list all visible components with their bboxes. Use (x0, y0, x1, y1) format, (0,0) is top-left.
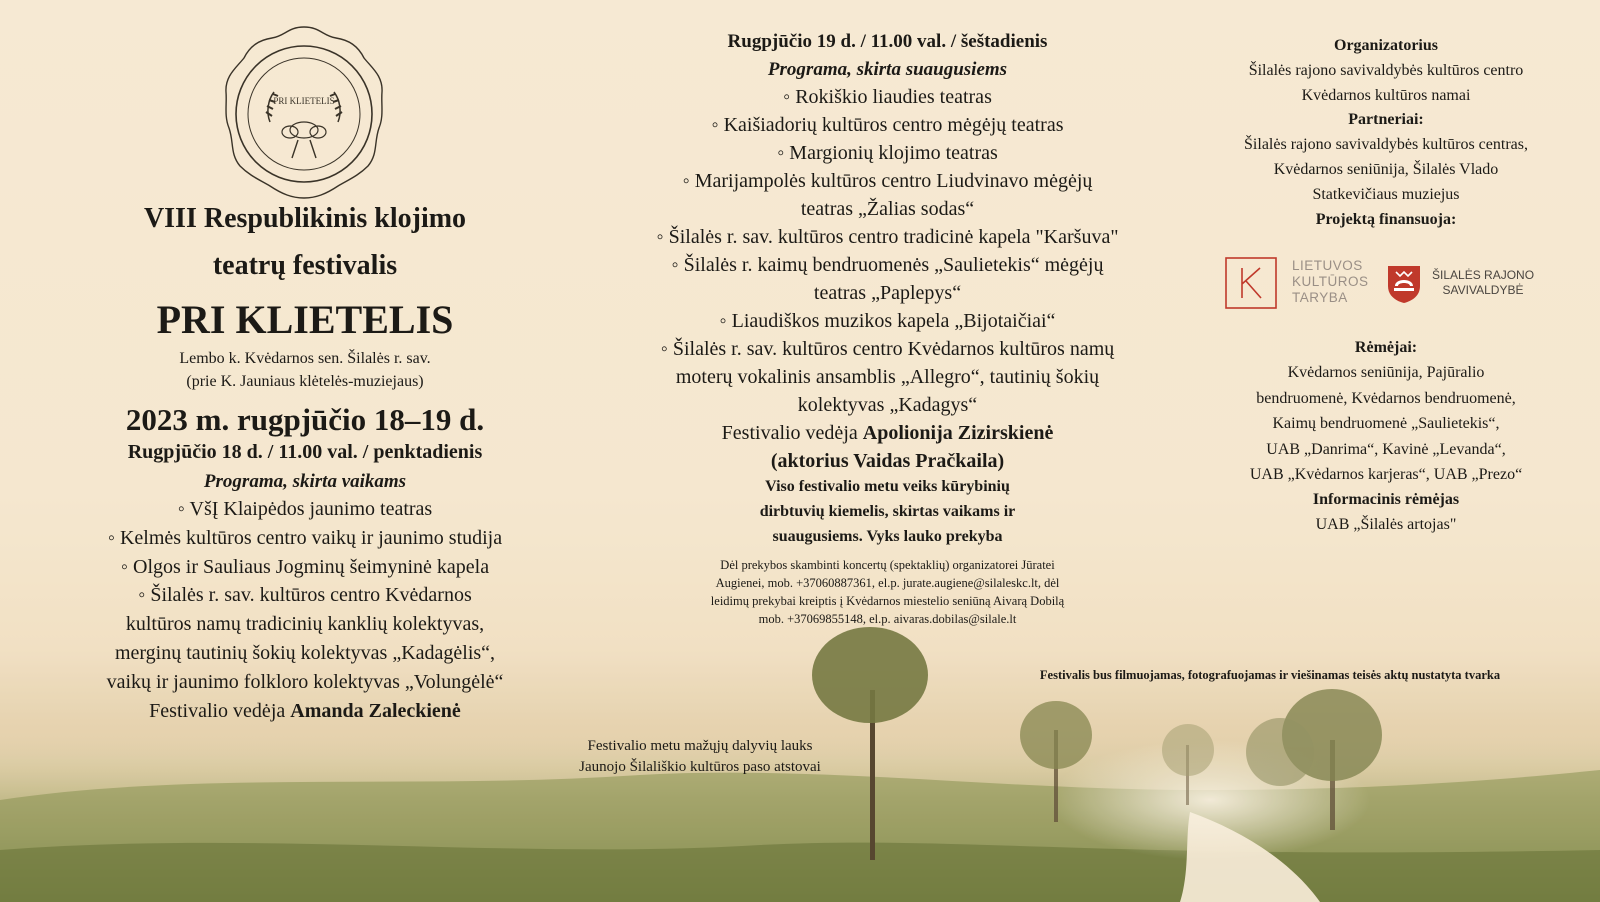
partner-line: Šilalės rajono savivaldybės kultūros centras, (1244, 136, 1528, 153)
day2-item: ◦ Liaudiškos muzikos kapela „Bijotaičiai“ (719, 310, 1056, 332)
day1-item: ◦ Šilalės r. sav. kultūros centro Kvėdarnos (138, 584, 472, 606)
organizer-line: Šilalės rajono savivaldybės kultūros centro (1248, 62, 1524, 79)
day2-item: kolektyvas „Kadagys“ (797, 394, 978, 416)
silale-coat-of-arms-icon (1386, 264, 1422, 304)
contact-line: Augienei, mob. +37060887361, el.p. jurate.augiene@silaleskc.lt, dėl (715, 576, 1060, 590)
day1-item: ◦ Olgos ir Sauliaus Jogminų šeimyninė kapela (120, 556, 490, 578)
partners-heading: Partneriai: (1348, 111, 1424, 128)
day1-heading: Rugpjūčio 18 d. / 11.00 val. / penktadienis (127, 441, 483, 463)
kids-note-line2: Jaunojo Šilališkio kultūros paso atstovai (579, 759, 821, 775)
organizer-heading: Organizatorius (1334, 37, 1438, 54)
festival-name: PRI KLIETELIS (156, 297, 454, 342)
day1-item: ◦ Kelmės kultūros centro vaikų ir jaunimo studija (107, 527, 503, 549)
filming-notice: Festivalis bus filmuojamas, fotografuojamas ir viešinamas teisės aktų nustatyta tvarka (1039, 668, 1501, 682)
day2-item: ◦ Rokiškio liaudies teatras (783, 86, 992, 108)
sponsors-heading: Rėmėjai: (1354, 339, 1418, 356)
day1-item: merginų tautinių šokių kolektyvas „Kadagėlis“, (114, 642, 496, 664)
silale-logo-text (1432, 268, 1534, 298)
sponsor-line: Kaimų bendruomenė „Saulietekis“, (1272, 415, 1500, 432)
venue-line1: Lembo k. Kvėdarnos sen. Šilalės r. sav. (179, 350, 431, 367)
host-label: Festivalio vedėja (149, 700, 291, 722)
day1-host (20, 700, 590, 723)
lkt-logo-text (1292, 258, 1369, 306)
day2-program-heading: Programa, skirta suaugusiems (767, 59, 1008, 80)
festival-title-line2: teatrų festivalis (212, 250, 398, 281)
lkt-logo-line: TARYBA (1292, 290, 1348, 305)
day2-host (595, 422, 1180, 445)
lkt-logo-icon (1222, 254, 1280, 312)
seal-text: PRI KLIETELIS (273, 96, 335, 106)
day1-item: kultūros namų tradicinių kanklių kolektyvas, (125, 613, 485, 635)
host-name: Amanda Zaleckienė (290, 700, 461, 722)
actor-line: (aktorius Vaidas Pračkaila) (770, 450, 1005, 472)
day2-item: teatras „Paplepys“ (813, 282, 962, 304)
day2-item: ◦ Šilalės r. sav. kultūros centro tradicinė kapela "Karšuva" (656, 226, 1119, 248)
day2-item: ◦ Šilalės r. sav. kultūros centro Kvėdarnos kultūros namų (660, 338, 1115, 360)
silale-logo-line: ŠILALĖS RAJONO (1432, 268, 1535, 282)
sponsor-line: UAB „Danrima“, Kavinė „Levanda“, (1266, 441, 1506, 458)
info-sponsor: UAB „Šilalės artojas" (1315, 516, 1457, 533)
lkt-logo-line: KULTŪROS (1292, 274, 1369, 289)
day1-program-heading: Programa, skirta vaikams (203, 471, 407, 492)
organizer-line: Kvėdarnos kultūros namai (1301, 87, 1471, 104)
workshop-line: Viso festivalio metu veiks kūrybinių (765, 478, 1010, 495)
day2-item: ◦ Kaišiadorių kultūros centro mėgėjų teatras (711, 114, 1064, 136)
sponsor-line: UAB „Kvėdarnos karjeras“, UAB „Prezo“ (1249, 466, 1523, 483)
sponsor-line: Kvėdarnos seniūnija, Pajūralio (1287, 364, 1485, 381)
festival-seal-logo (222, 24, 386, 200)
day2-item: moterų vokalinis ansamblis „Allegro“, tautinių šokių (675, 366, 1100, 388)
day2-heading: Rugpjūčio 19 d. / 11.00 val. / šeštadienis (727, 31, 1048, 52)
silale-logo-line: SAVIVALDYBĖ (1442, 283, 1524, 297)
host-name: Apolionija Zizirskienė (862, 422, 1054, 444)
partner-line: Statkevičiaus muziejus (1312, 186, 1460, 203)
venue-line2: (prie K. Jauniaus klėtelės-muziejaus) (186, 373, 424, 390)
day1-item: vaikų ir jaunimo folkloro kolektyvas „Volungėlė“ (106, 671, 504, 693)
day2-item: ◦ Margionių klojimo teatras (777, 142, 998, 164)
host-label: Festivalio vedėja (721, 422, 863, 444)
contact-line: mob. +37069855148, el.p. aivaras.dobilas@silale.lt (758, 612, 1017, 626)
partner-line: Kvėdarnos seniūnija, Šilalės Vlado (1273, 161, 1499, 178)
workshop-line: dirbtuvių kiemelis, skirtas vaikams ir (759, 503, 1016, 520)
festival-title-line1: VIII Respublikinis klojimo (143, 203, 467, 234)
contact-line: Dėl prekybos skambinti koncertų (spektaklių) organizatorei Jūratei (720, 558, 1055, 572)
kids-note-line1: Festivalio metu mažųjų dalyvių lauks (587, 738, 813, 754)
contact-line: leidimų prekybai kreiptis į Kvėdarnos miestelio seniūną Aivarą Dobilą (710, 594, 1065, 608)
workshop-line: suaugusiems. Vyks lauko prekyba (772, 528, 1003, 545)
lkt-logo-line: LIETUVOS (1292, 258, 1363, 273)
day2-item: ◦ Marijampolės kultūros centro Liudvinavo mėgėjų (682, 170, 1093, 192)
sponsor-line: bendruomenė, Kvėdarnos bendruomenė, (1256, 390, 1516, 407)
day2-item: ◦ Šilalės r. kaimų bendruomenės „Saulietekis“ mėgėjų (671, 254, 1104, 276)
day1-item: ◦ VšĮ Klaipėdos jaunimo teatras (177, 498, 433, 520)
funding-heading: Projektą finansuoja: (1315, 211, 1457, 228)
day2-item: teatras „Žalias sodas“ (800, 198, 975, 220)
info-sponsor-heading: Informacinis rėmėjas (1312, 491, 1460, 508)
festival-dates: 2023 m. rugpjūčio 18–19 d. (125, 402, 485, 437)
